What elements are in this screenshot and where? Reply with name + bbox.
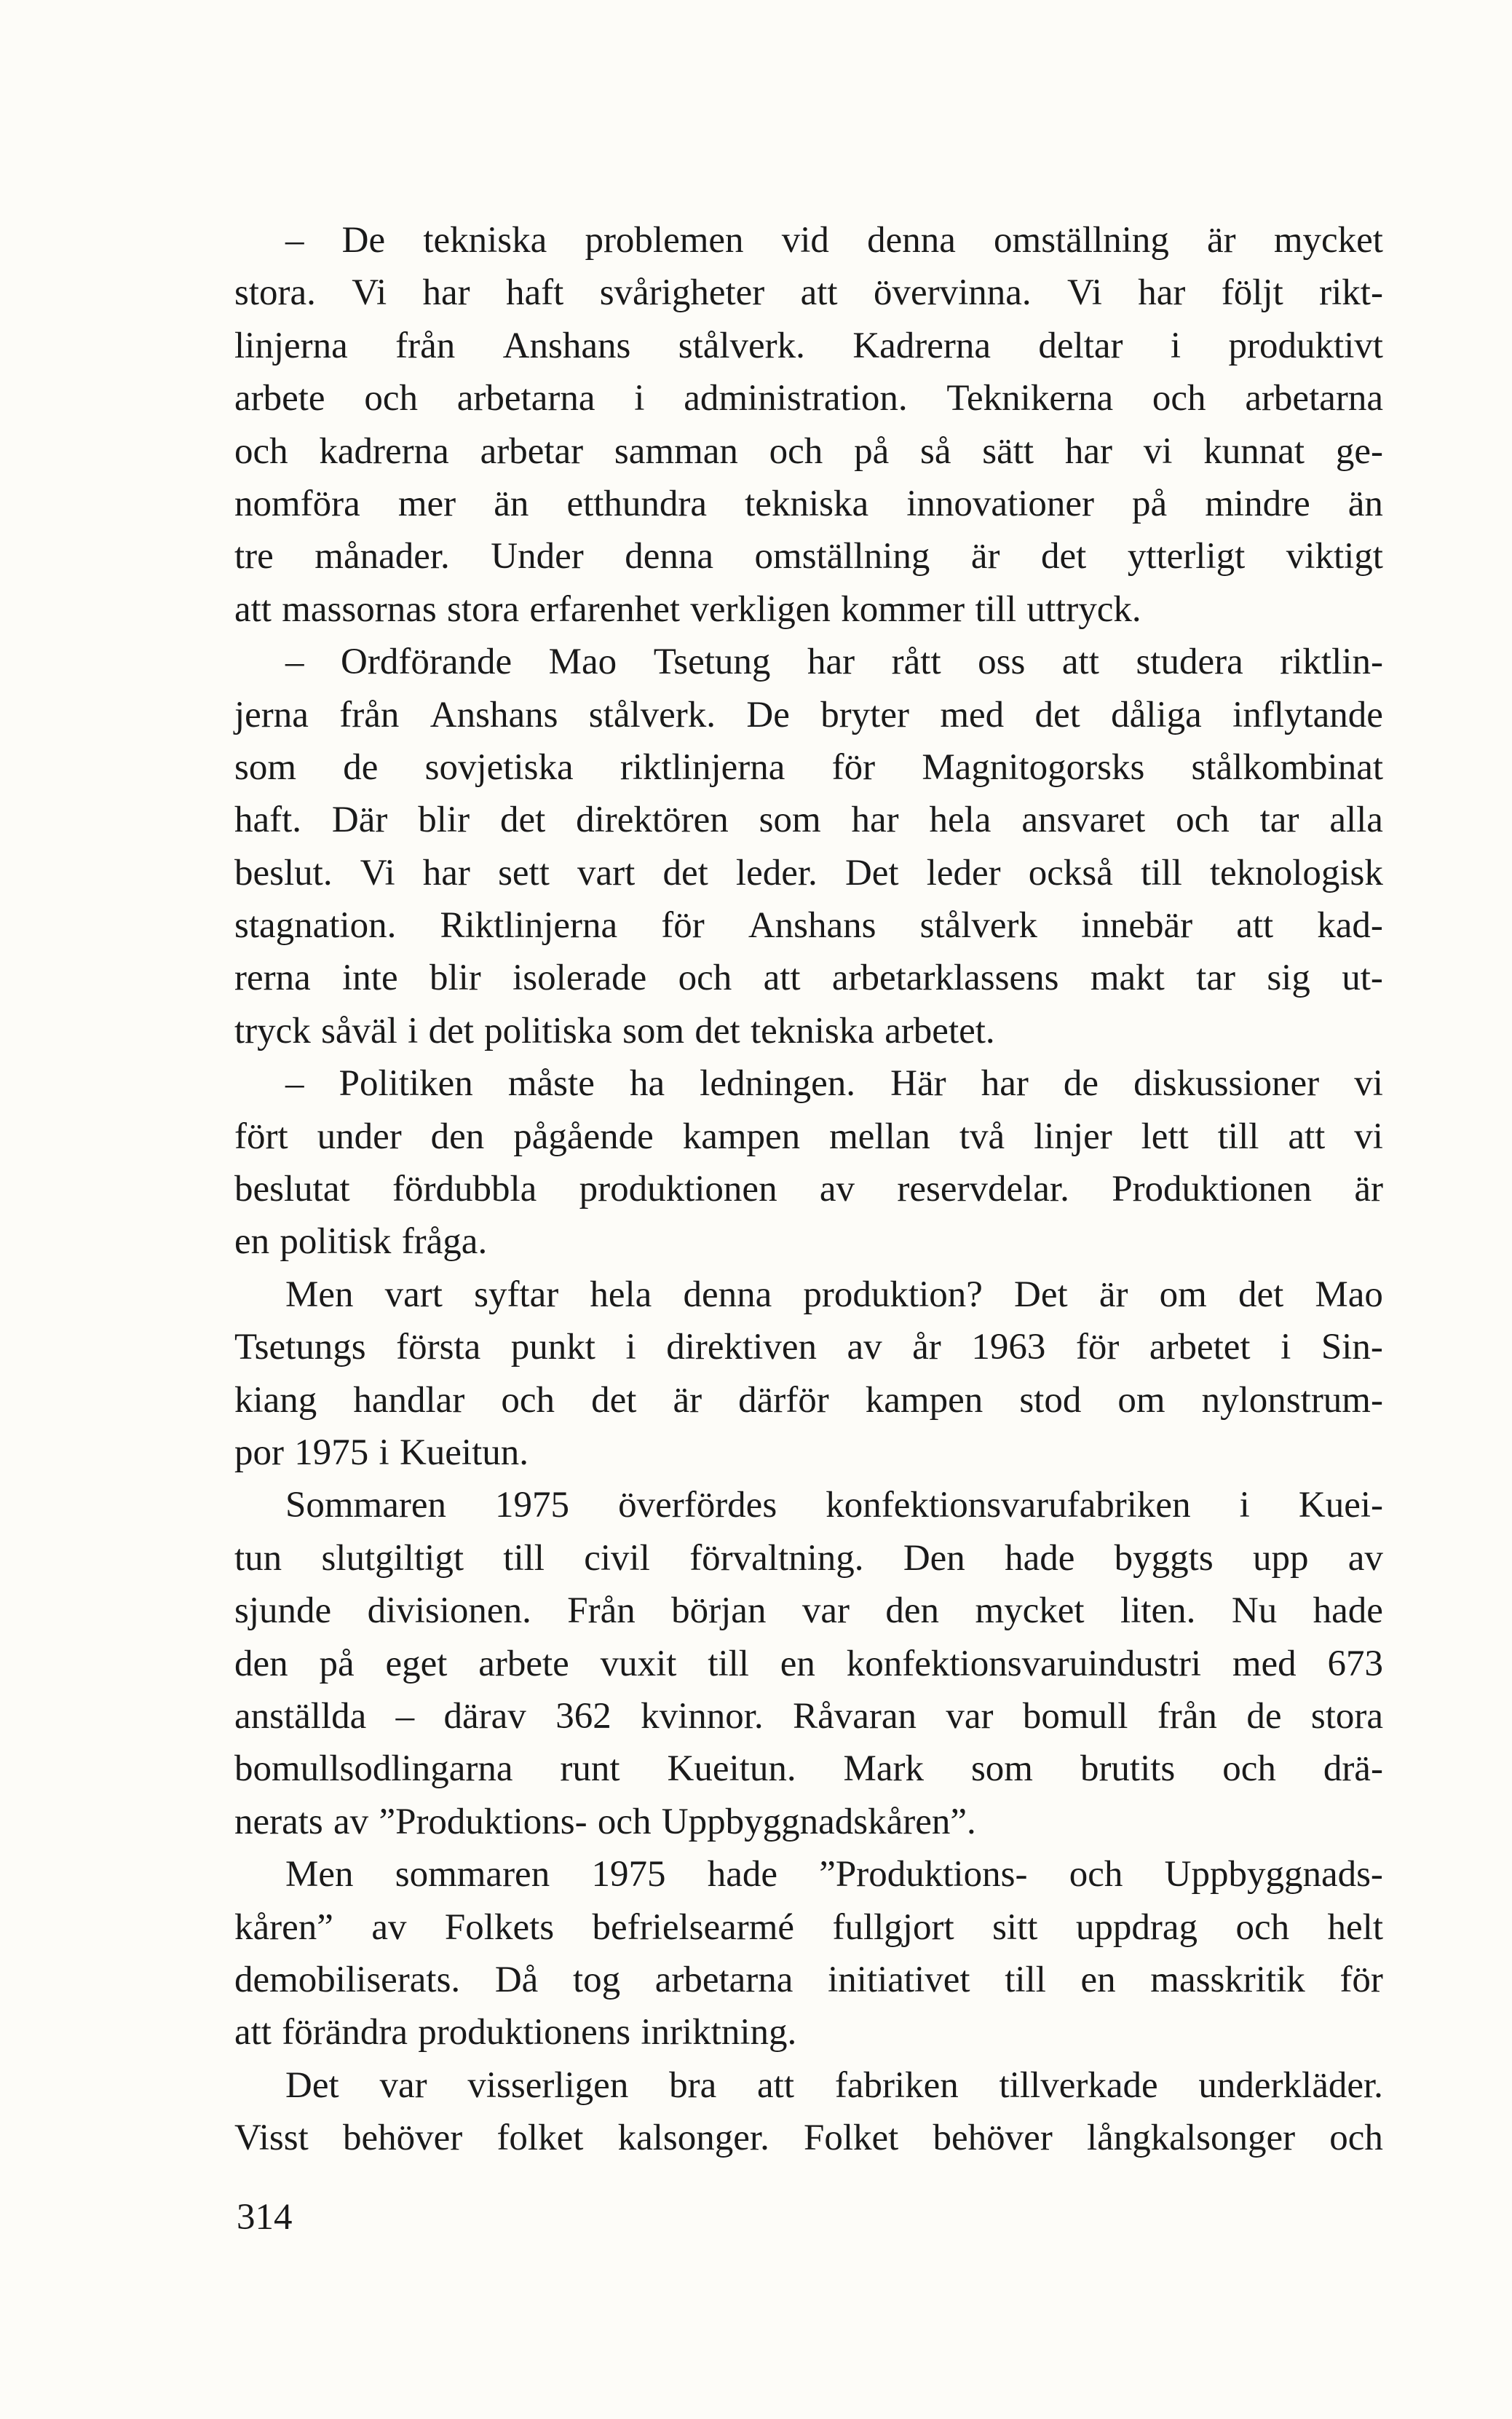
text-line: att förändra produktionens inriktning. — [234, 2012, 797, 2053]
text-line: Sommaren 1975 överfördes konfektionsvarufabriken i Kuei- — [285, 1485, 1383, 1526]
text-line: och kadrerna arbetar samman och på så sätt har vi kunnat ge- — [234, 430, 1383, 472]
text-line: nomföra mer än etthundra tekniska innovationer på mindre än — [234, 483, 1383, 524]
text-line: anställda – därav 362 kvinnor. Råvaran var bomull från de stora — [234, 1695, 1383, 1737]
text-line: Men vart syftar hela denna produktion? Det är om det Mao — [285, 1274, 1383, 1315]
text-line: stagnation. Riktlinjerna för Anshans stålverk innebär att kad- — [234, 905, 1383, 947]
text-line: stora. Vi har haft svårigheter att övervinna. Vi har följt rikt- — [234, 272, 1383, 314]
page-number: 314 — [237, 2197, 293, 2238]
text-line: – Ordförande Mao Tsetung har rått oss att studera riktlin- — [285, 642, 1383, 683]
text-line: som de sovjetiska riktlinjerna för Magnitogorsks stålkombinat — [234, 746, 1383, 788]
text-line: kåren” av Folkets befrielsearmé fullgjort sitt uppdrag och helt — [234, 1906, 1383, 1948]
text-line: rerna inte blir isolerade och att arbetarklassens makt tar sig ut- — [234, 958, 1383, 999]
body-text — [234, 214, 1383, 2164]
text-line: sjunde divisionen. Från början var den mycket liten. Nu hade — [234, 1590, 1383, 1632]
text-line: tryck såväl i det politiska som det tekniska arbetet. — [234, 1010, 995, 1051]
text-line: Men sommaren 1975 hade ”Produktions- och Uppbyggnads- — [285, 1854, 1383, 1895]
text-line: tre månader. Under denna omställning är det ytterligt viktigt — [234, 536, 1383, 577]
text-line: fört under den pågående kampen mellan två linjer lett till att vi — [234, 1116, 1383, 1157]
text-line: por 1975 i Kueitun. — [234, 1432, 529, 1473]
text-line: att massornas stora erfarenhet verkligen kommer till uttryck. — [234, 588, 1141, 630]
text-line: Tsetungs första punkt i direktiven av år 1963 för arbetet i Sin- — [234, 1327, 1383, 1368]
text-line: Det var visserligen bra att fabriken tillverkade underkläder. — [285, 2064, 1383, 2106]
text-line: arbete och arbetarna i administration. Teknikerna och arbetarna — [234, 378, 1383, 419]
text-line: linjerna från Anshans stålverk. Kadrerna deltar i produktivt — [234, 325, 1383, 366]
text-line: – Politiken måste ha ledningen. Här har de diskussioner vi — [285, 1063, 1383, 1105]
text-line: jerna från Anshans stålverk. De bryter med det dåliga inflytande — [234, 694, 1383, 735]
text-line: haft. Där blir det direktören som har hela ansvaret och tar alla — [234, 800, 1383, 841]
text-line: kiang handlar och det är därför kampen stod om nylonstrum- — [234, 1379, 1383, 1421]
text-line: bomullsodlingarna runt Kueitun. Mark som brutits och drä- — [234, 1748, 1383, 1790]
text-line: tun slutgiltigt till civil förvaltning. Den hade byggts upp av — [234, 1537, 1383, 1579]
text-line: – De tekniska problemen vid denna omställning är mycket — [285, 220, 1383, 261]
text-line: beslut. Vi har sett vart det leder. Det leder också till teknologisk — [234, 852, 1383, 893]
text-line: en politisk fråga. — [234, 1221, 488, 1263]
text-line: beslutat fördubbla produktionen av reservdelar. Produktionen är — [234, 1169, 1383, 1210]
text-line: Visst behöver folket kalsonger. Folket behöver långkalsonger och — [234, 2118, 1383, 2159]
text-line: demobiliserats. Då tog arbetarna initiativet till en masskritik för — [234, 1959, 1383, 2000]
text-line: den på eget arbete vuxit till en konfektionsvaruindustri med 673 — [234, 1643, 1383, 1684]
text-line: nerats av ”Produktions- och Uppbyggnadskåren”. — [234, 1801, 976, 1842]
